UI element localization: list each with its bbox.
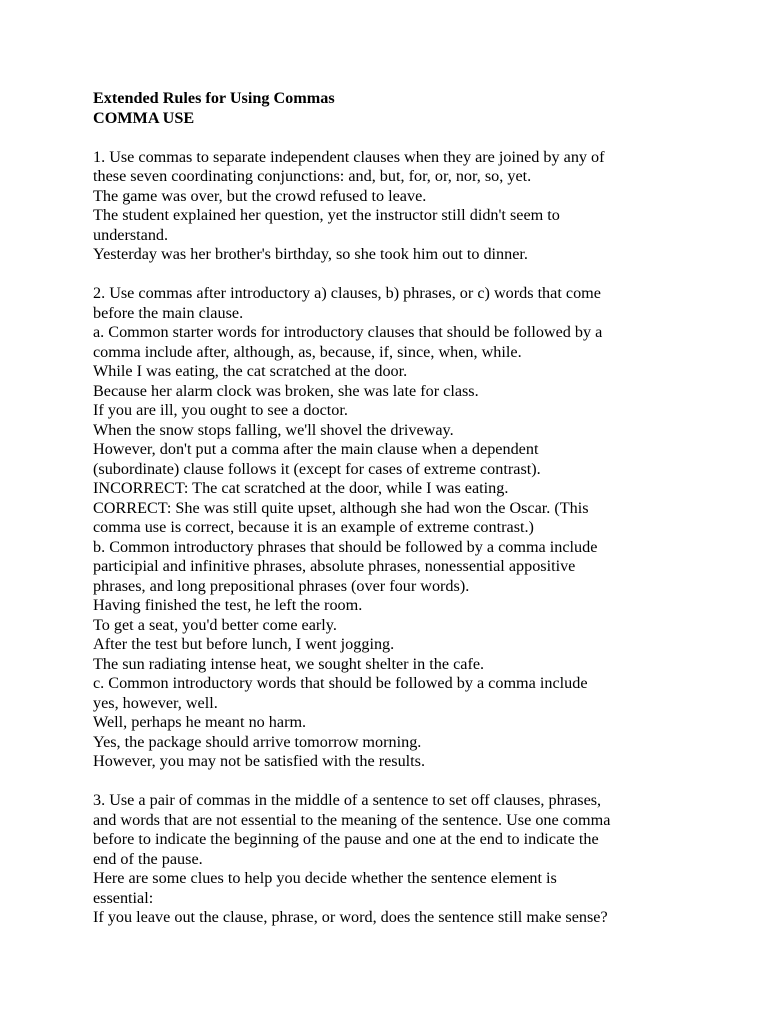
paragraph-spacer [93, 265, 733, 285]
text-line: The sun radiating intense heat, we sought shelter in the cafe. [93, 654, 485, 673]
document-subtitle: COMMA USE [93, 108, 195, 127]
text-line: After the test but before lunch, I went jogging. [93, 635, 395, 653]
paragraph-spacer [93, 128, 733, 148]
text-line: end of the pause. [93, 849, 203, 868]
document-body [93, 128, 733, 928]
text-line: participial and infinitive phrases, absolute phrases, nonessential appositive [93, 557, 576, 575]
rule-section-1 [93, 148, 733, 265]
text-line: Having finished the test, he left the room. [93, 596, 363, 614]
rule-section-2 [93, 284, 733, 772]
text-line: The student explained her question, yet the instructor still didn't seem to [93, 206, 560, 224]
text-line: When the snow stops falling, we'll shovel the driveway. [93, 420, 454, 439]
text-line: Yes, the package should arrive tomorrow morning. [93, 732, 422, 751]
text-line: c. Common introductory words that should be followed by a comma include [93, 674, 588, 692]
text-line: comma include after, although, as, because, if, since, when, while. [93, 342, 522, 361]
document-title: Extended Rules for Using Commas [93, 89, 335, 107]
text-line: (subordinate) clause follows it (except for cases of extreme contrast). [93, 459, 541, 478]
text-line: phrases, and long prepositional phrases (over four words). [93, 576, 470, 595]
text-line: yes, however, well. [93, 693, 218, 712]
text-line: Well, perhaps he meant no harm. [93, 713, 307, 731]
text-line: CORRECT: She was still quite upset, although she had won the Oscar. (This [93, 498, 589, 517]
text-line: 1. Use commas to separate independent clauses when they are joined by any of [93, 147, 605, 166]
text-line: before to indicate the beginning of the pause and one at the end to indicate the [93, 830, 599, 848]
text-line: If you are ill, you ought to see a doctor. [93, 401, 348, 419]
text-line: these seven coordinating conjunctions: and, but, for, or, nor, so, yet. [93, 167, 532, 185]
text-line: Yesterday was her brother's birthday, so she took him out to dinner. [93, 245, 528, 263]
text-line: However, you may not be satisfied with the results. [93, 752, 426, 770]
text-line: INCORRECT: The cat scratched at the door, while I was eating. [93, 479, 509, 497]
text-line: a. Common starter words for introductory clauses that should be followed by a [93, 323, 603, 341]
text-line: understand. [93, 225, 169, 244]
rule-section-3 [93, 791, 733, 928]
text-line: comma use is correct, because it is an example of extreme contrast.) [93, 518, 534, 536]
text-line: 3. Use a pair of commas in the middle of a sentence to set off clauses, phrases, [93, 791, 602, 809]
paragraph-spacer [93, 772, 733, 792]
text-line: If you leave out the clause, phrase, or word, does the sentence still make sense? [93, 908, 608, 926]
text-line: essential: [93, 888, 154, 907]
document-page [93, 89, 733, 928]
text-line: and words that are not essential to the meaning of the sentence. Use one comma [93, 810, 611, 829]
text-line: b. Common introductory phrases that should be followed by a comma include [93, 537, 598, 556]
text-line: before the main clause. [93, 303, 244, 322]
text-line: To get a seat, you'd better come early. [93, 615, 337, 634]
text-line: However, don't put a comma after the main clause when a dependent [93, 440, 539, 458]
text-line: 2. Use commas after introductory a) clauses, b) phrases, or c) words that come [93, 284, 601, 302]
text-line: The game was over, but the crowd refused to leave. [93, 186, 427, 205]
text-line: Because her alarm clock was broken, she was late for class. [93, 381, 479, 400]
text-line: While I was eating, the cat scratched at the door. [93, 362, 408, 380]
text-line: Here are some clues to help you decide whether the sentence element is [93, 869, 557, 887]
